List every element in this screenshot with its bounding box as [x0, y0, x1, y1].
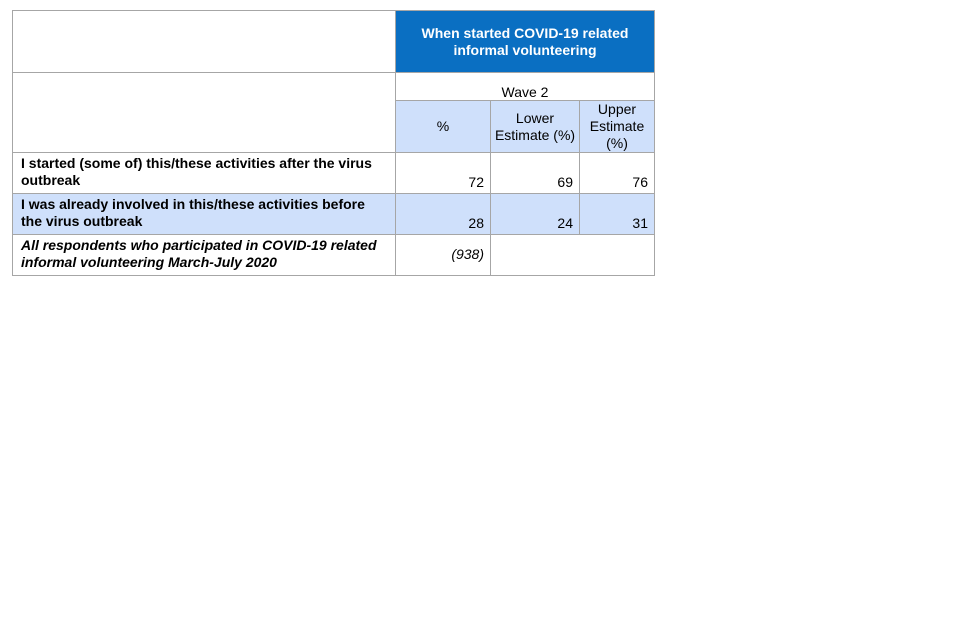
base-label: All respondents who participated in COVID-19 related informal volunteering March-July 2020 — [13, 235, 396, 276]
column-header-percent: % — [396, 101, 491, 153]
base-count: (938) — [396, 235, 491, 276]
cell-lower: 69 — [491, 153, 580, 194]
cell-percent: 72 — [396, 153, 491, 194]
row-label: I was already involved in this/these activities before the virus outbreak — [13, 194, 396, 235]
table-row — [13, 194, 655, 235]
volunteering-table — [12, 10, 655, 276]
table-header: When started COVID-19 related informal volunteering — [396, 11, 655, 73]
base-empty-cell — [491, 235, 655, 276]
cell-upper: 31 — [580, 194, 655, 235]
corner-cell — [13, 11, 396, 73]
wave-label: Wave 2 — [396, 73, 655, 101]
cell-upper: 76 — [580, 153, 655, 194]
table-row — [13, 153, 655, 194]
cell-percent: 28 — [396, 194, 491, 235]
base-row — [13, 235, 655, 276]
corner-spacer — [13, 73, 396, 153]
cell-lower: 24 — [491, 194, 580, 235]
column-header-upper: Upper Estimate (%) — [580, 101, 655, 153]
row-label: I started (some of) this/these activities after the virus outbreak — [13, 153, 396, 194]
column-header-lower: Lower Estimate (%) — [491, 101, 580, 153]
